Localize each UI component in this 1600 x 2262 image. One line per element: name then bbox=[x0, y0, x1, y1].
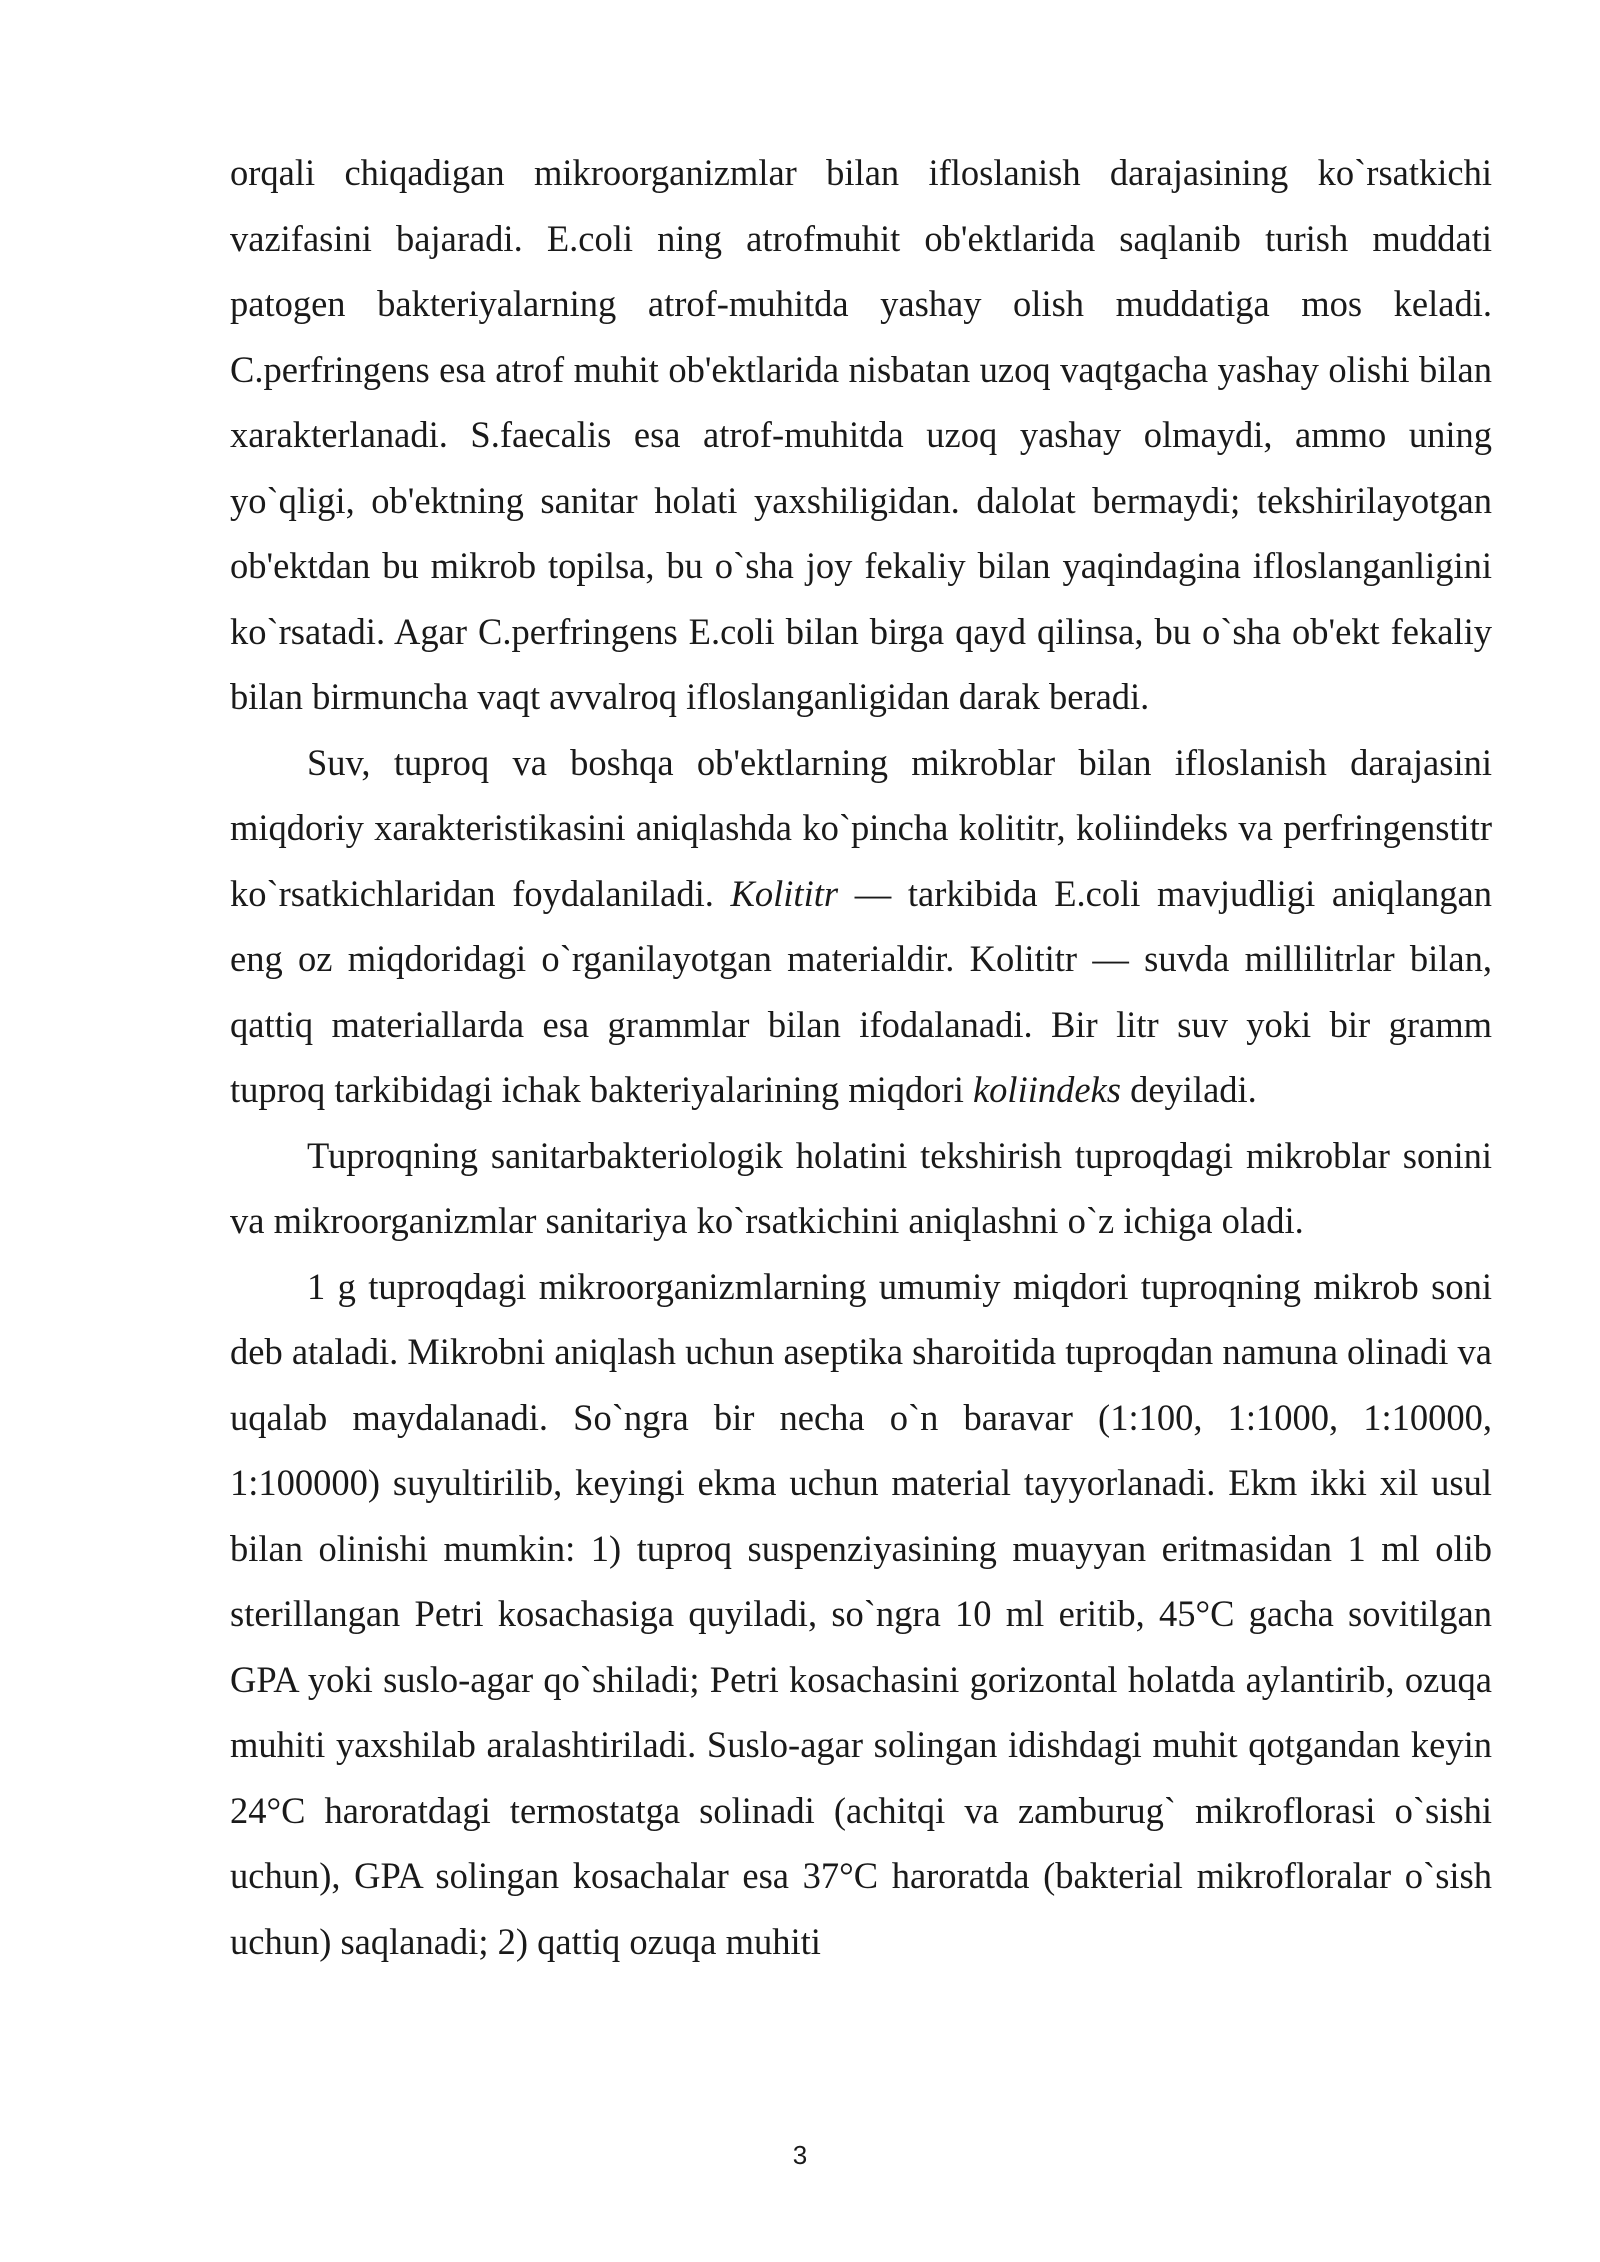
paragraph-4 bbox=[230, 1254, 1492, 1975]
italic-term: Kolititr bbox=[730, 872, 839, 914]
text-run: Tuproqning sanitarbakteriologik holatini tekshirish tuproqdagi mikroblar sonini va mikroorganizmlar sanitariya ko`rsatkichini aniqlashni o`z ichiga oladi. bbox=[230, 1134, 1492, 1241]
page-body bbox=[230, 140, 1492, 1974]
text-run: orqali chiqadigan mikroorganizmlar bilan ifloslanish darajasining ko`rsatkichi vazifasini bajaradi. E.coli ning atrofmuhit ob'ektlarida saqlanib turish muddati patogen bakteriyalarning atrof-muhitda yashay olish muddatiga mos keladi. C.perfringens esa atrof muhit ob'ektlarida nisbatan uzoq vaqtgacha yashay olishi bilan xarakterlanadi. S.faecalis esa atrof-muhitda uzoq yashay olmaydi, ammo uning yo`qligi, ob'ektning sanitar holati yaxshiligidan. dalolat bermaydi; tekshirilayotgan ob'ektdan bu mikrob topilsa, bu o`sha joy fekaliy bilan yaqindagina ifloslanganligini ko`rsatadi. Agar C.perfringens E.coli bilan birga qayd qilinsa, bu o`sha ob'ekt fekaliy bilan birmuncha vaqt avvalroq ifloslanganligidan darak beradi. bbox=[230, 152, 1492, 717]
paragraph-3 bbox=[230, 1123, 1492, 1254]
paragraph-2 bbox=[230, 730, 1492, 1123]
paragraph-1 bbox=[230, 140, 1492, 730]
text-run: — tarkibida E.coli mavjudligi aniqlangan eng oz miqdoridagi o`rganilayotgan materialdir. Kolititr — suvda millilitrlar bilan, qattiq materiallarda esa grammlar bilan ifodalanadi. Bir litr suv yoki bir gramm tuproq tarkibidagi ichak bakteriyalarining miqdori bbox=[230, 872, 1493, 1110]
text-run: Suv, tuproq va boshqa ob'ektlarning mikroblar bilan ifloslanish darajasini miqdoriy xarakteristikasini aniqlashda ko`pincha kolititr, koliindeks va perfringenstitr ko`rsatkichlaridan foydalaniladi. bbox=[230, 741, 1492, 914]
text-run: 1 g tuproqdagi mikroorganizmlarning umumiy miqdori tuproqning mikrob soni deb ataladi. Mikrobni aniqlash uchun aseptika sharoitida tuproqdan namuna olinadi va uqalab maydalanadi. So`ngra bir necha o`n baravar (1:100, 1:1000, 1:10000, 1:100000) suyultirilib, keyingi ekma uchun material tayyorlanadi. Ekm ikki xil usul bilan olinishi mumkin: 1) tuproq suspenziyasining muayyan eritmasidan 1 ml olib sterillangan Petri kosachasiga quyiladi, so`ngra 10 ml eritib, 45°C gacha sovitilgan GPA yoki suslo-agar qo`shiladi; Petri kosachasini gorizontal holatda aylantirib, ozuqa muhiti yaxshilab aralashtiriladi. Suslo-agar solingan idishdagi muhit qotgandan keyin 24°C haroratdagi termostatga solinadi (achitqi va zamburug` mikroflorasi o`sishi uchun), GPA solingan kosachalar esa 37°C haroratda (bakterial mikrofloralar o`sish uchun) saqlanadi; 2) qattiq ozuqa muhiti bbox=[230, 1265, 1492, 1962]
page-number: 3 bbox=[792, 2140, 808, 2170]
text-run: deyiladi. bbox=[1120, 1069, 1257, 1110]
italic-term: koliindeks bbox=[972, 1069, 1121, 1110]
